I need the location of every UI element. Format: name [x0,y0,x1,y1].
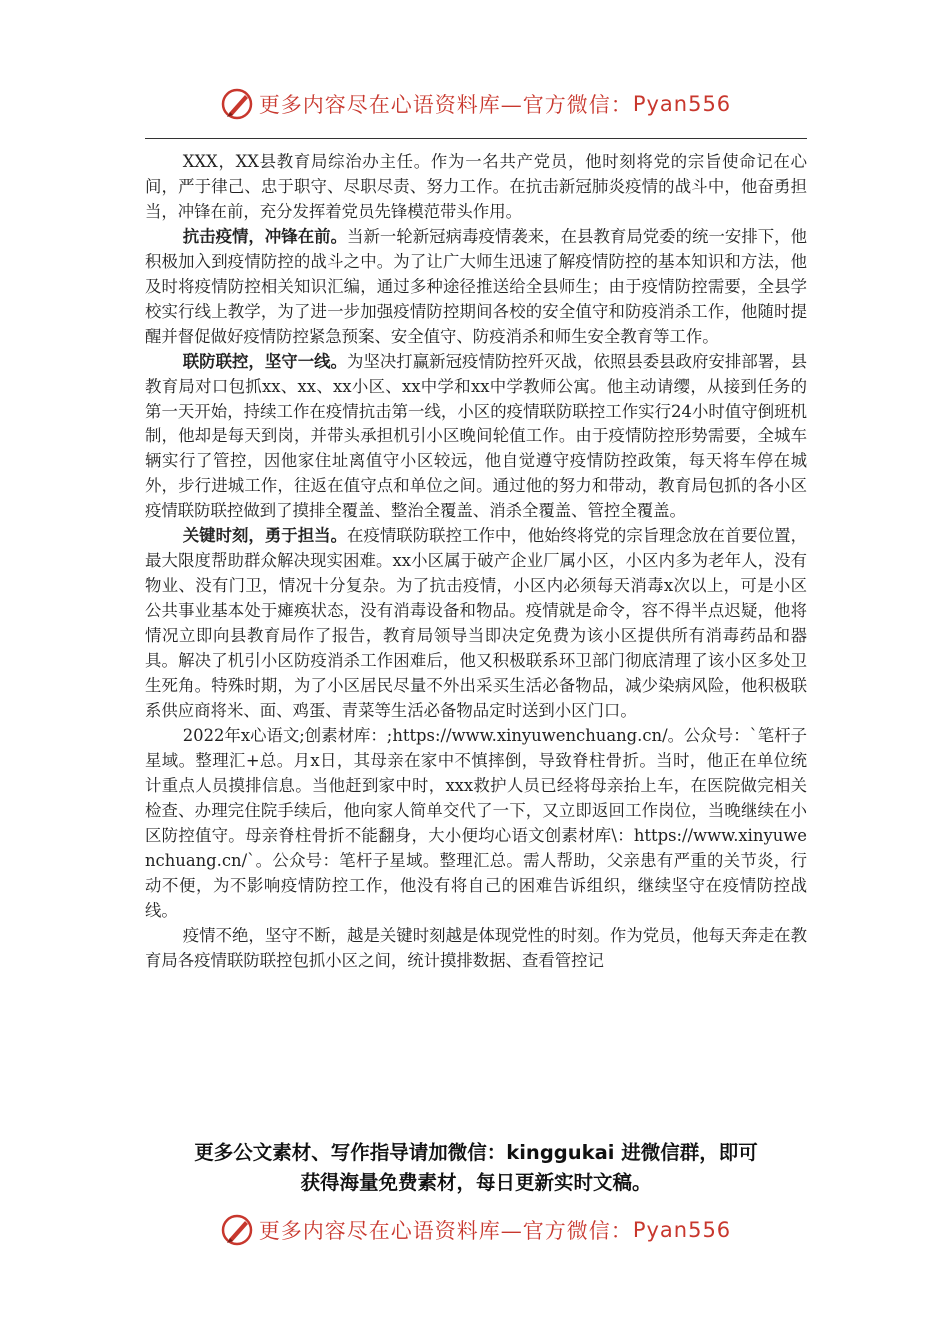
paragraph [145,150,807,225]
paragraph-text: 2022年x心语文;创素材库：;https://www.xinyuwenchuang.cn/。公众号：`笔杆子星域。整理汇+总。月x日，其母亲在家中不慎摔倒，导致脊柱骨折。当时，他正在单位统计重点人员摸排信息。当他赶到家中时，xxx救护人员已经将母亲抬上车，在医院做完相关检查、办理完住院手续后，他向家人简单交代了一下，又立即返回工作岗位，当晚继续在小区防控值守。母亲脊柱骨折不能翻身，大小便均心语文创素材库\：https://www.xinyuwenchuang.cn/`。公众号：笔杆子星域。整理汇总。需人帮助，父亲患有严重的关节炎，行动不便，为不影响疫情防控工作，他没有将自己的困难告诉组织，继续坚守在疫情防控战线。 [145,725,807,920]
pen-logo-icon [219,86,255,122]
header-divider [145,138,807,139]
paragraph [145,350,807,525]
paragraph-text: 在疫情联防联控工作中，他始终将党的宗旨理念放在首要位置，最大限度帮助群众解决现实困难。xx小区属于破产企业厂属小区，小区内多为老年人，没有物业、没有门卫，情况十分复杂。为了抗击疫情，小区内必须每天消毒x次以上，可是小区公共事业基本处于瘫痪状态，没有消毒设备和物品。疫情就是命令，容不得半点迟疑，他将情况立即向县教育局作了报告，教育局领导当即决定免费为该小区提供所有消毒药品和器具。解决了机引小区防疫消杀工作困难后，他又积极联系环卫部门彻底清理了该小区多处卫生死角。特殊时期，为了小区居民尽量不外出采买生活必备物品，减少染病风险，他积极联系供应商将米、面、鸡蛋、青菜等生活必备物品定时送到小区门口。 [145,526,808,720]
paragraph-text: XXX，XX县教育局综治办主任。作为一名共产党员，他时刻将党的宗旨使命记在心间，严于律己、忠于职守、尽职尽责、努力工作。在抗击新冠肺炎疫情的战斗中，他奋勇担当，冲锋在前，充分发挥着党员先锋模范带头作用。 [145,152,807,221]
paragraph-text: 疫情不绝，坚守不断，越是关键时刻越是体现党性的时刻。作为党员，他每天奔走在教育局各疫情联防联控包抓小区之间，统计摸排数据、查看管控记 [145,925,807,970]
paragraph-text: 为坚决打赢新冠疫情防控歼灭战，依照县委县政府安排部署，县教育局对口包抓xx、xx、xx小区、xx中学和xx中学教师公寓。他主动请缨，从接到任务的第一天开始，持续工作在疫情抗击第一线，小区的疫情联防联控工作实行24小时值守倒班机制，他却是每天到岗，并带头承担机引小区晚间轮值工作。由于疫情防控形势需要，全城车辆实行了管控，因他家住址离值守小区较远，他自觉遵守疫情防控政策，每天将车停在城外，步行进城工作，往返在值守点和单位之间。通过他的努力和带动，教育局包抓的各小区疫情联防联控做到了摸排全覆盖、整治全覆盖、消杀全覆盖、管控全覆盖。 [145,351,808,521]
footer-wechat-id: Pyan556 [632,1218,732,1242]
footer-banner [0,1208,950,1252]
footer-banner-text: 更多内容尽在心语资料库—官方微信： [258,1219,633,1243]
paragraph [145,924,807,974]
paragraph [145,225,807,350]
paragraph-lead: 抗击疫情，冲锋在前。 [182,226,348,246]
header-banner [0,82,950,126]
pen-logo-icon [219,1212,255,1248]
article-body [145,150,807,973]
paragraph-lead: 联防联控，坚守一线。 [182,351,348,371]
paragraph-lead: 关键时刻，勇于担当。 [182,526,348,546]
footer-promo [145,1138,807,1198]
footer-promo-line: 更多公文素材、写作指导请加微信：kinggukai 进微信群，即可 [194,1141,758,1164]
header-text: 更多内容尽在心语资料库—官方微信： [258,93,633,117]
footer-promo-line: 获得海量免费素材，每日更新实时文稿。 [300,1171,652,1194]
paragraph [145,724,807,924]
paragraph-text: 当新一轮新冠病毒疫情袭来，在县教育局党委的统一安排下，他积极加入到疫情防控的战斗之中。为了让广大师生迅速了解疫情防控的基本知识和方法，他及时将疫情防控相关知识汇编，通过多种途径推送给全县师生；由于疫情防控需要，全县学校实行线上教学，为了进一步加强疫情防控期间各校的安全值守和防疫消杀工作，他随时提醒并督促做好疫情防控紧急预案、安全值守、防疫消杀和师生安全教育等工作。 [145,226,808,346]
header-wechat-id: Pyan556 [632,92,732,116]
paragraph [145,524,807,724]
